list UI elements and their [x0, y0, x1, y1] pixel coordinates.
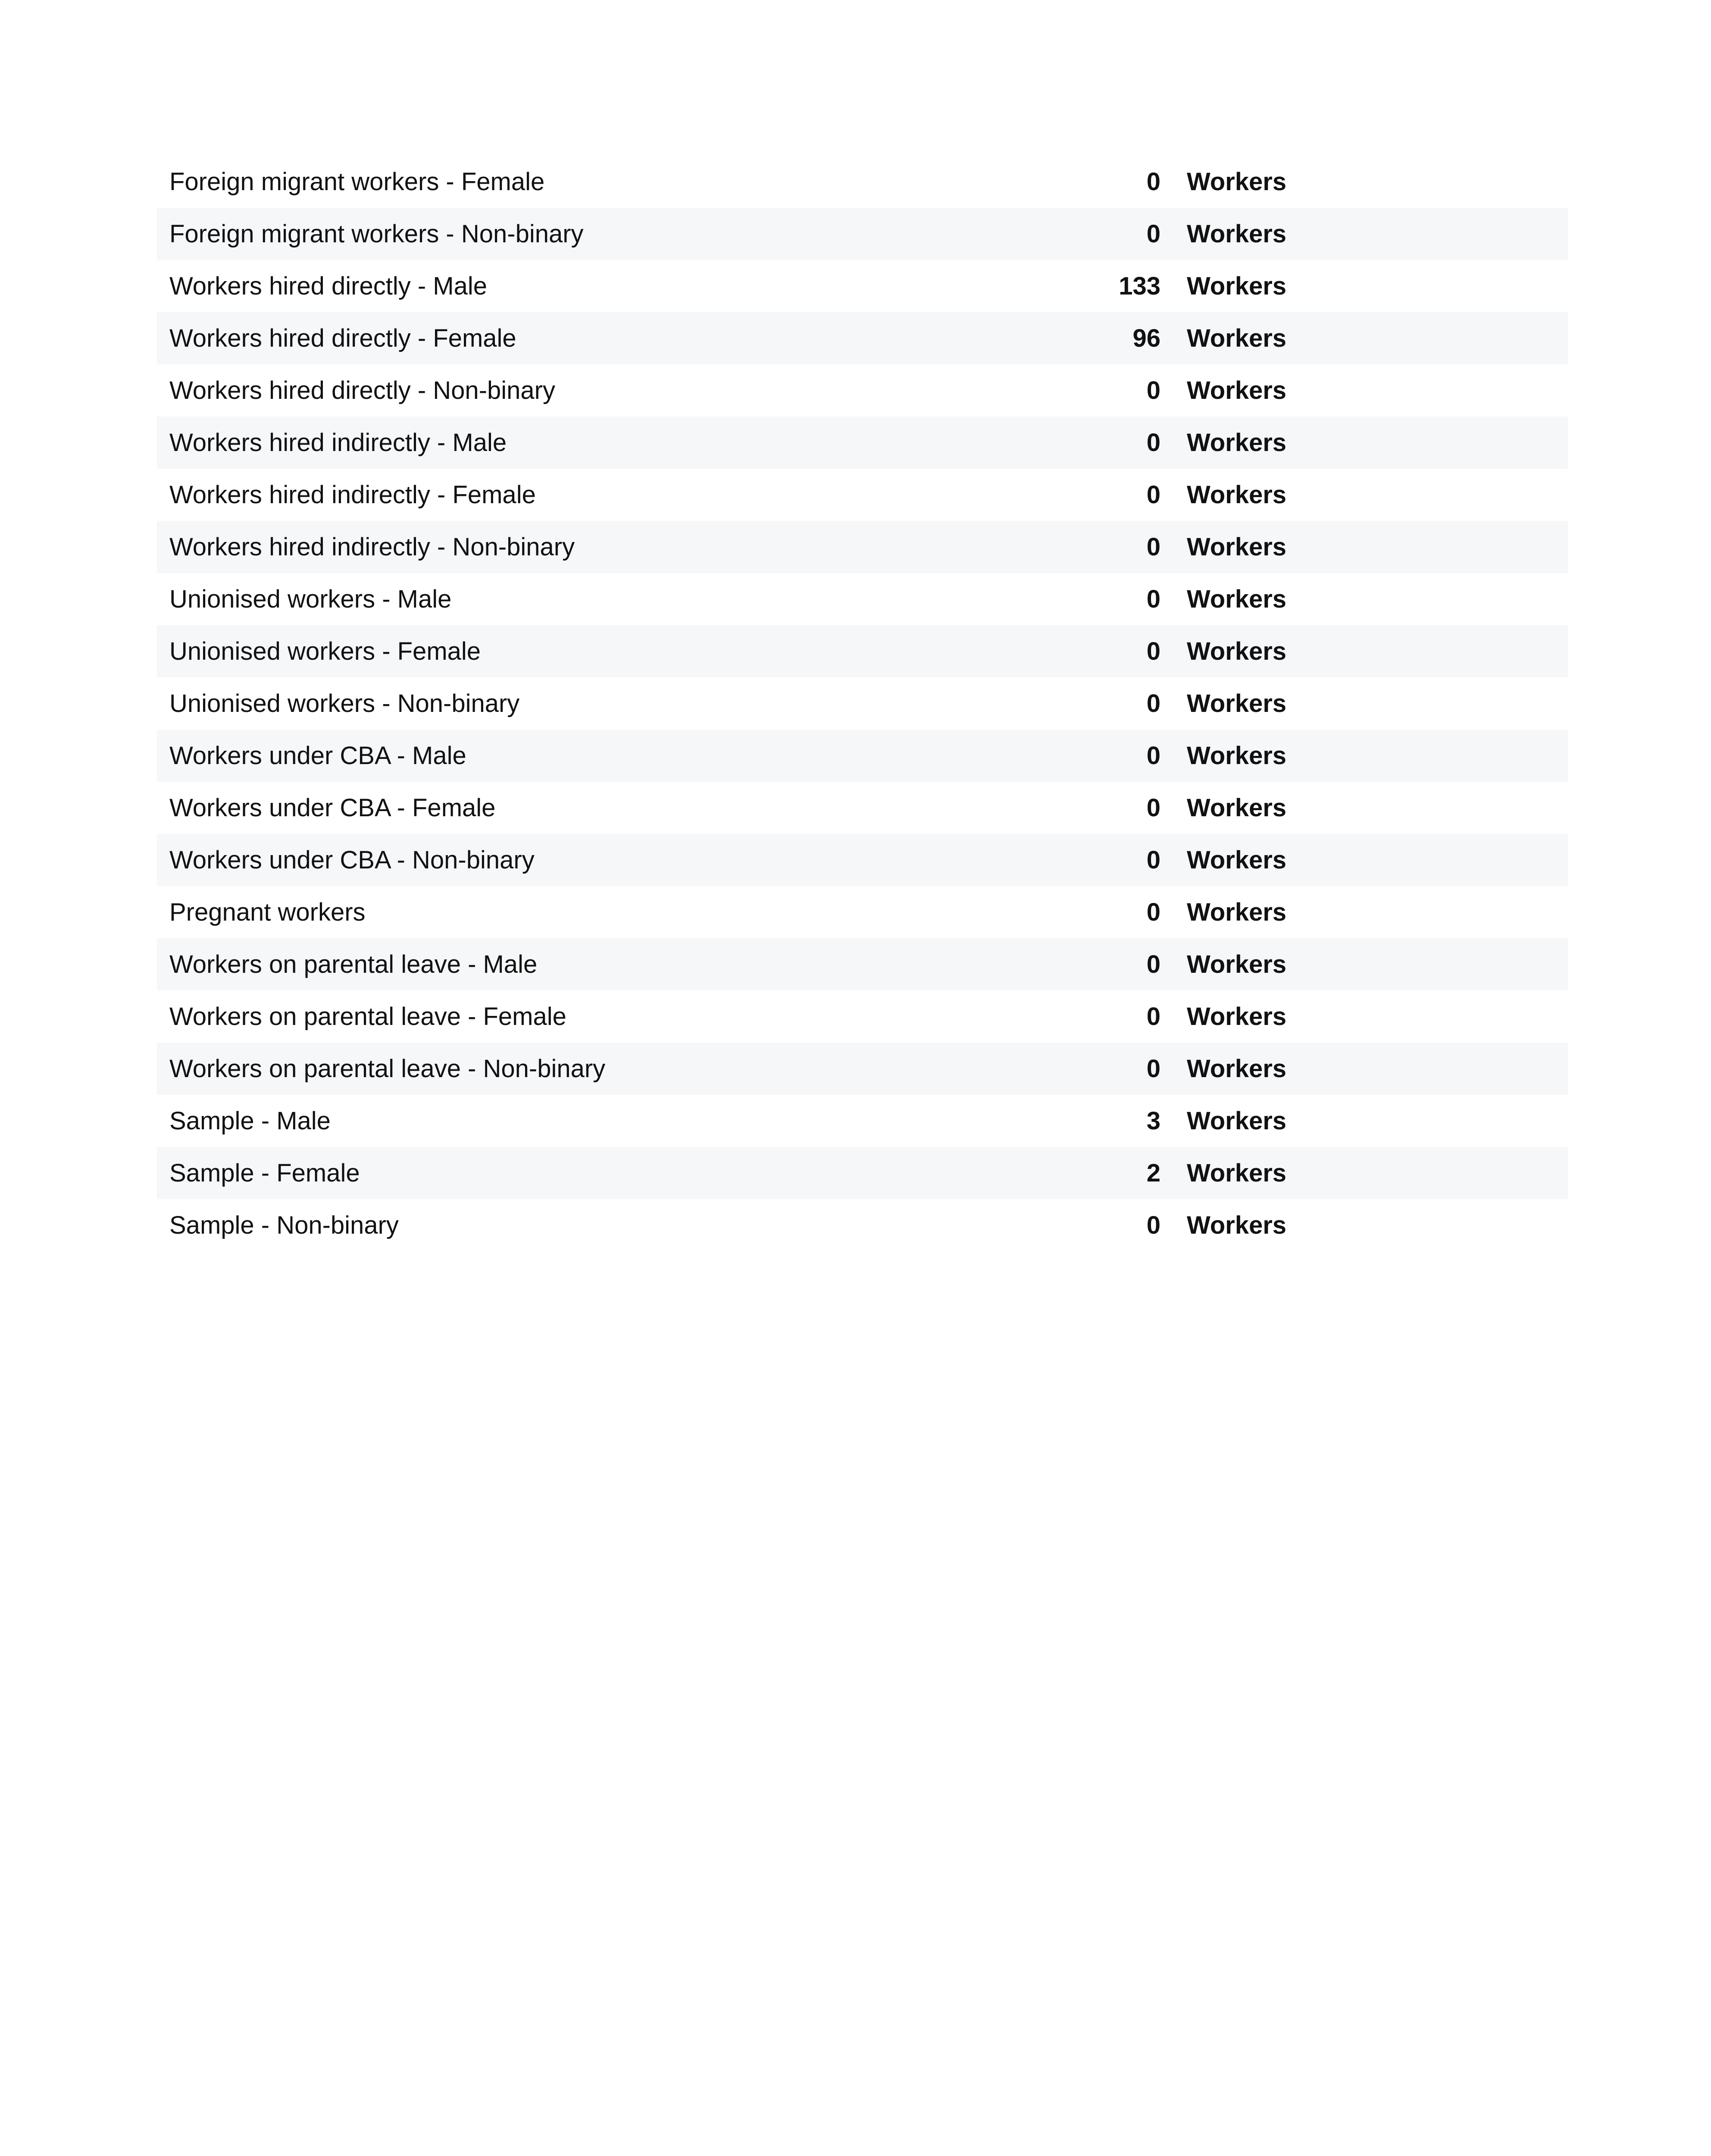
table-row [157, 1043, 1568, 1095]
row-unit: Workers [1187, 324, 1287, 352]
row-unit: Workers [1187, 898, 1287, 926]
row-unit: Workers [1187, 637, 1287, 665]
row-unit: Workers [1187, 533, 1287, 561]
row-value: 0 [1146, 533, 1160, 561]
table-row [157, 521, 1568, 573]
table-row [157, 1147, 1568, 1199]
row-unit: Workers [1187, 794, 1287, 822]
table-row [157, 573, 1568, 625]
table-row [157, 938, 1568, 990]
row-label: Workers under CBA - Female [169, 794, 496, 822]
row-label: Sample - Male [169, 1107, 331, 1135]
row-value: 3 [1146, 1107, 1160, 1135]
row-value: 0 [1146, 742, 1160, 770]
table-row [157, 312, 1568, 364]
row-value: 0 [1146, 898, 1160, 926]
table-row [157, 834, 1568, 886]
table-row [157, 1199, 1568, 1251]
row-unit: Workers [1187, 1055, 1287, 1083]
row-label: Workers hired indirectly - Male [169, 429, 507, 457]
row-unit: Workers [1187, 1003, 1287, 1031]
row-unit: Workers [1187, 689, 1287, 718]
row-unit: Workers [1187, 950, 1287, 978]
row-value: 0 [1146, 429, 1160, 457]
row-value: 0 [1146, 1055, 1160, 1083]
row-value: 0 [1146, 220, 1160, 248]
row-label: Workers on parental leave - Female [169, 1003, 566, 1031]
row-label: Unionised workers - Non-binary [169, 689, 520, 718]
row-value: 0 [1146, 1211, 1160, 1239]
row-unit: Workers [1187, 1211, 1287, 1239]
row-value: 0 [1146, 637, 1160, 665]
table-row [157, 677, 1568, 730]
table-row [157, 417, 1568, 469]
row-value: 0 [1146, 585, 1160, 613]
row-unit: Workers [1187, 429, 1287, 457]
row-label: Pregnant workers [169, 898, 366, 926]
row-unit: Workers [1187, 272, 1287, 300]
row-label: Workers on parental leave - Male [169, 950, 538, 978]
row-label: Workers hired directly - Non-binary [169, 376, 555, 404]
row-unit: Workers [1187, 1159, 1287, 1187]
row-label: Foreign migrant workers - Female [169, 168, 545, 196]
table-row [157, 625, 1568, 677]
row-label: Sample - Female [169, 1159, 360, 1187]
table-row [157, 469, 1568, 521]
row-value: 0 [1146, 950, 1160, 978]
row-unit: Workers [1187, 220, 1287, 248]
row-unit: Workers [1187, 846, 1287, 874]
row-unit: Workers [1187, 1107, 1287, 1135]
worker-counts-table [157, 156, 1568, 1251]
row-label: Workers hired directly - Female [169, 324, 516, 352]
table-row [157, 730, 1568, 782]
row-value: 96 [1132, 324, 1160, 352]
row-unit: Workers [1187, 585, 1287, 613]
table-row [157, 990, 1568, 1043]
table-row [157, 156, 1568, 208]
row-unit: Workers [1187, 481, 1287, 509]
table-row [157, 782, 1568, 834]
row-value: 133 [1119, 272, 1160, 300]
row-value: 0 [1146, 1003, 1160, 1031]
row-unit: Workers [1187, 168, 1287, 196]
row-unit: Workers [1187, 376, 1287, 404]
row-value: 0 [1146, 168, 1160, 196]
row-label: Workers under CBA - Non-binary [169, 846, 535, 874]
row-label: Workers on parental leave - Non-binary [169, 1055, 606, 1083]
row-unit: Workers [1187, 742, 1287, 770]
row-label: Sample - Non-binary [169, 1211, 399, 1239]
row-value: 0 [1146, 846, 1160, 874]
table-row [157, 364, 1568, 417]
row-label: Unionised workers - Male [169, 585, 452, 613]
table-row [157, 260, 1568, 312]
row-value: 0 [1146, 794, 1160, 822]
row-label: Workers under CBA - Male [169, 742, 466, 770]
row-value: 2 [1146, 1159, 1160, 1187]
row-value: 0 [1146, 481, 1160, 509]
row-label: Unionised workers - Female [169, 637, 481, 665]
table-row [157, 1095, 1568, 1147]
row-label: Workers hired indirectly - Non-binary [169, 533, 575, 561]
row-label: Foreign migrant workers - Non-binary [169, 220, 584, 248]
table-row [157, 208, 1568, 260]
row-label: Workers hired directly - Male [169, 272, 488, 300]
table-row [157, 886, 1568, 938]
row-value: 0 [1146, 376, 1160, 404]
row-value: 0 [1146, 689, 1160, 718]
row-label: Workers hired indirectly - Female [169, 481, 536, 509]
